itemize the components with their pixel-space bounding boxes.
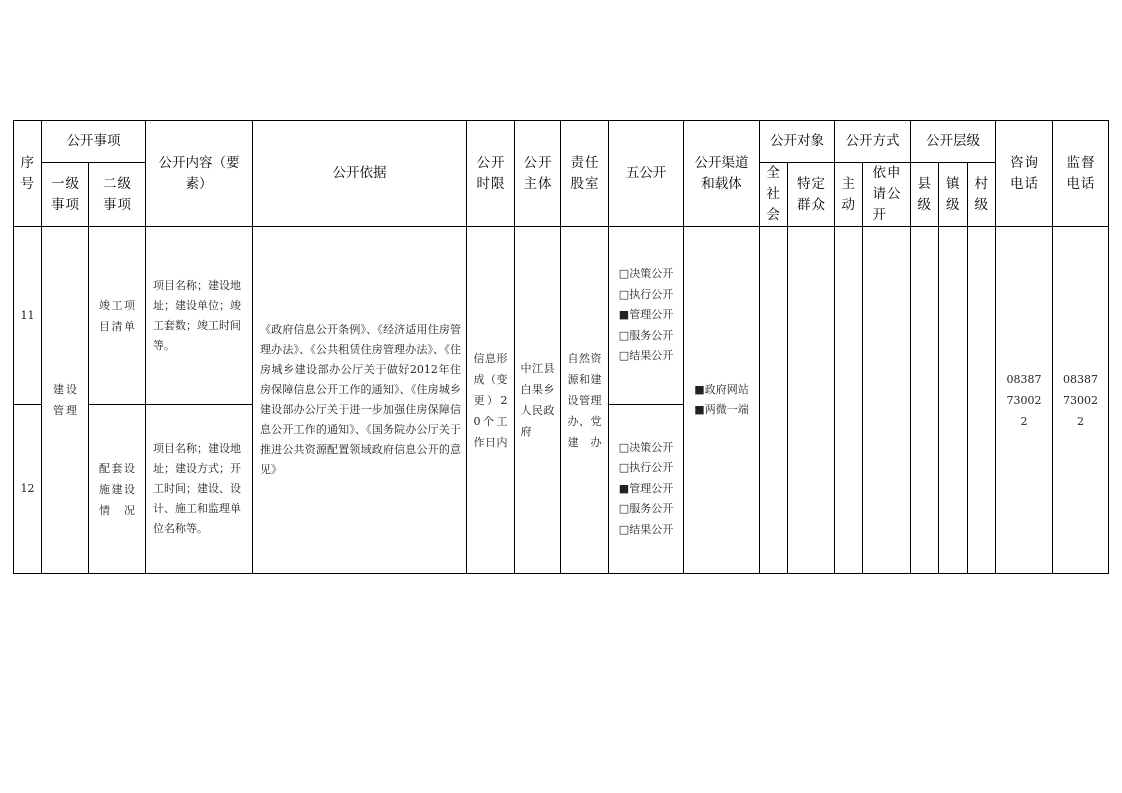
row-seq: 12 <box>14 405 42 574</box>
disclosure-table <box>13 120 1109 574</box>
level2-cell: 竣工项目清单 <box>89 227 146 405</box>
five-cell <box>609 405 684 574</box>
header-seq: 序号 <box>14 121 42 227</box>
five-item: ■管理公开 <box>618 308 674 322</box>
header-five: 五公开 <box>609 121 684 227</box>
header-supervise-phone: 监督电话 <box>1053 121 1109 227</box>
header-subject: 公开主体 <box>515 121 561 227</box>
header-target-all: 全社会 <box>760 163 788 227</box>
level1-cell: 建设管理 <box>42 227 89 574</box>
header-target-specific: 特定群众 <box>788 163 835 227</box>
header-matter: 公开事项 <box>42 121 146 163</box>
level-village-cell <box>968 227 996 574</box>
supervise-phone-cell: 08387730022 <box>1053 227 1109 574</box>
header-method-active: 主动 <box>835 163 863 227</box>
five-item: □执行公开 <box>618 287 674 301</box>
method-active-cell <box>835 227 863 574</box>
five-item: □决策公开 <box>618 440 674 454</box>
header-level-village: 村级 <box>968 163 996 227</box>
time-limit-cell: 信息形成（变更）20个工作日内 <box>467 227 515 574</box>
five-item: □结果公开 <box>618 349 674 363</box>
content-cell: 项目名称；建设地址；建设单位；竣工套数；竣工时间等。 <box>146 227 253 405</box>
dept-cell: 自然资源和建设管理办、党建办 <box>561 227 609 574</box>
five-item: □服务公开 <box>618 328 674 342</box>
level2-cell: 配套设施建设情况 <box>89 405 146 574</box>
basis-cell: 《政府信息公开条例》、《经济适用住房管理办法》、《公共租赁住房管理办法》、《住房城乡建设部办公厅关于做好2012年住房保障信息公开工作的通知》、《住房城乡建设部办公厅关于进一步加强住房保障信息公开工作的通知》、《国务院办公厅关于推进公共资源配置领域政府信息公开的意见》 <box>253 227 467 574</box>
header-level-county: 县级 <box>911 163 939 227</box>
channel-cell <box>684 227 760 574</box>
header-basis: 公开依据 <box>253 121 467 227</box>
five-item: □结果公开 <box>618 522 674 536</box>
level-county-cell <box>911 227 939 574</box>
header-consult-phone: 咨询电话 <box>996 121 1053 227</box>
header-channel: 公开渠道和载体 <box>684 121 760 227</box>
five-item: □决策公开 <box>618 267 674 281</box>
content-cell: 项目名称；建设地址；建设方式；开工时间；建设、设计、施工和监理单位名称等。 <box>146 405 253 574</box>
subject-cell: 中江县白果乡人民政府 <box>515 227 561 574</box>
level-town-cell <box>939 227 968 574</box>
five-cell <box>609 227 684 405</box>
row-seq: 11 <box>14 227 42 405</box>
five-list <box>619 264 673 367</box>
header-time-limit: 公开时限 <box>467 121 515 227</box>
target-specific-cell <box>788 227 835 574</box>
header-target: 公开对象 <box>760 121 835 163</box>
header-content: 公开内容（要素） <box>146 121 253 227</box>
consult-phone-cell: 08387730022 <box>996 227 1053 574</box>
five-item: ■管理公开 <box>618 481 674 495</box>
header-level-town: 镇级 <box>939 163 968 227</box>
method-request-cell <box>863 227 911 574</box>
header-level2: 二级事项 <box>89 163 146 227</box>
header-dept: 责任股室 <box>561 121 609 227</box>
channel-item: ■政府网站 <box>694 382 749 396</box>
channel-list <box>694 380 748 421</box>
header-level1: 一级事项 <box>42 163 89 227</box>
table-row <box>14 227 1109 405</box>
five-list <box>619 438 673 541</box>
header-method: 公开方式 <box>835 121 911 163</box>
header-method-request: 依申请公开 <box>863 163 911 227</box>
five-item: □服务公开 <box>618 502 674 516</box>
five-item: □执行公开 <box>618 461 674 475</box>
target-all-cell <box>760 227 788 574</box>
channel-item: ■两微一端 <box>694 403 749 416</box>
header-level: 公开层级 <box>911 121 996 163</box>
